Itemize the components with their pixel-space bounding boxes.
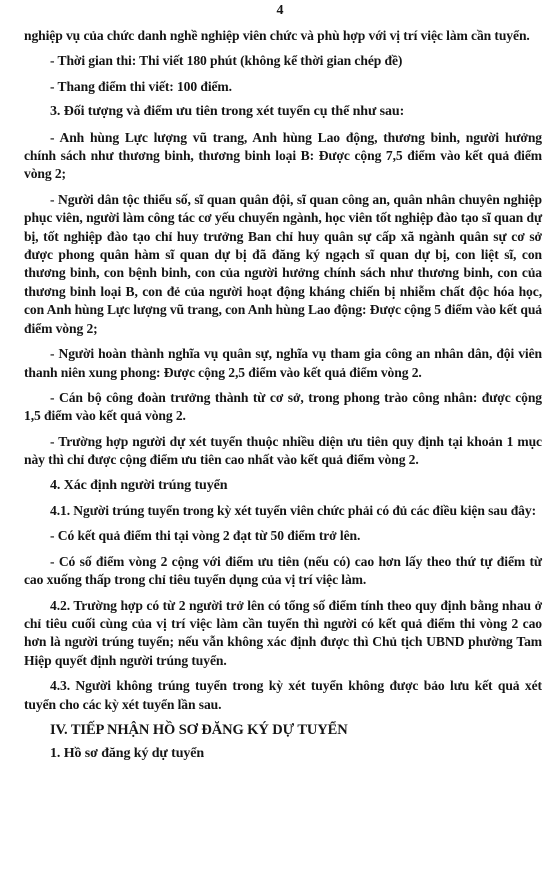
subsection-heading-application: 1. Hồ sơ đăng ký dự tuyển [50, 746, 205, 762]
exam-duration: - Thời gian thi: Thi viết 180 phút (không kể thời gian chép đề) [50, 53, 403, 69]
page-number: 4 [276, 3, 284, 18]
section-heading-priority: 3. Đối tượng và điểm ưu tiên trong xét tuyển cụ thể như sau: [50, 104, 405, 120]
selection-rule-4-2: 4.2. Trường hợp có từ 2 người trở lên có tổng số điểm tính theo quy định bằng nhau ở chỉ tiêu cuối cùng của vị trí việc làm cần tuyển thì người có kết quả điểm thi vòng 2 cao hơn là người trúng tuyển; nếu vẫn không xác định được thì Chủ tịch UBND phường Tam Hiệp quyết định người trúng tuyển. [24, 597, 542, 668]
paragraph-continuation: nghiệp vụ của chức danh nghề nghiệp viên chức và phù hợp với vị trí việc làm cần tuyển. [24, 28, 530, 43]
selection-rule-4-1: 4.1. Người trúng tuyển trong kỳ xét tuyển viên chức phải có đủ các điều kiện sau đây: [50, 502, 537, 518]
exam-score-scale: - Thang điểm thi viết: 100 điểm. [50, 78, 232, 94]
selection-condition-2: - Có số điểm vòng 2 cộng với điểm ưu tiên (nếu có) cao hơn lấy theo thứ tự điểm từ cao xuống thấp trong chỉ tiêu tuyển dụng của vị trí việc làm. [24, 553, 542, 588]
priority-item-2: - Người dân tộc thiểu số, sĩ quan quân đội, sĩ quan công an, quân nhân chuyên nghiệp phục viên, người làm công tác cơ yếu chuyển ngành, học viên tốt nghiệp đào tạo sĩ quan dự bị, tốt nghiệp đào tạo chỉ huy trưởng Ban chỉ huy quân sự cấp xã ngành quân sự cơ sở được phong quân hàm sĩ quan dự bị đã đăng ký ngạch sĩ quan dự bị, con liệt sĩ, con thương binh, con bệnh binh, con của người hưởng chính sách như thương binh, con của thương binh loại B, con đẻ của người hoạt động kháng chiến bị nhiễm chất độc hóa học, con Anh hùng Lực lượng vũ trang, con Anh hùng Lao động: Được cộng 5 điểm vào kết quả điểm vòng 2; [24, 191, 542, 336]
chapter-heading-iv: IV. TIẾP NHẬN HỒ SƠ ĐĂNG KÝ DỰ TUYỂN [50, 722, 348, 738]
priority-item-4: - Cán bộ công đoàn trưởng thành từ cơ sở, trong phong trào công nhân: được cộng 1,5 điểm vào kết quả vòng 2. [24, 389, 542, 424]
priority-item-3: - Người hoàn thành nghĩa vụ quân sự, nghĩa vụ tham gia công an nhân dân, đội viên thanh niên xung phong: Được cộng 2,5 điểm vào kết quả điểm vòng 2. [24, 346, 542, 380]
section-heading-selection: 4. Xác định người trúng tuyển [50, 477, 228, 493]
selection-rule-4-3: 4.3. Người không trúng tuyển trong kỳ xét tuyển không được bảo lưu kết quả xét tuyển cho các kỳ xét tuyển lần sau. [24, 678, 542, 712]
priority-item-5: - Trường hợp người dự xét tuyển thuộc nhiều diện ưu tiên quy định tại khoản 1 mục này thì chỉ được cộng điểm ưu tiên cao nhất vào kết quả điểm vòng 2. [24, 433, 542, 468]
priority-item-1: - Anh hùng Lực lượng vũ trang, Anh hùng Lao động, thương binh, người hưởng chính sách như thương binh, thương binh loại B: Được cộng 7,5 điểm vào kết quả điểm vòng 2; [24, 129, 542, 182]
selection-condition-1: - Có kết quả điểm thi tại vòng 2 đạt từ 50 điểm trở lên. [50, 528, 361, 544]
document-body [24, 27, 542, 771]
